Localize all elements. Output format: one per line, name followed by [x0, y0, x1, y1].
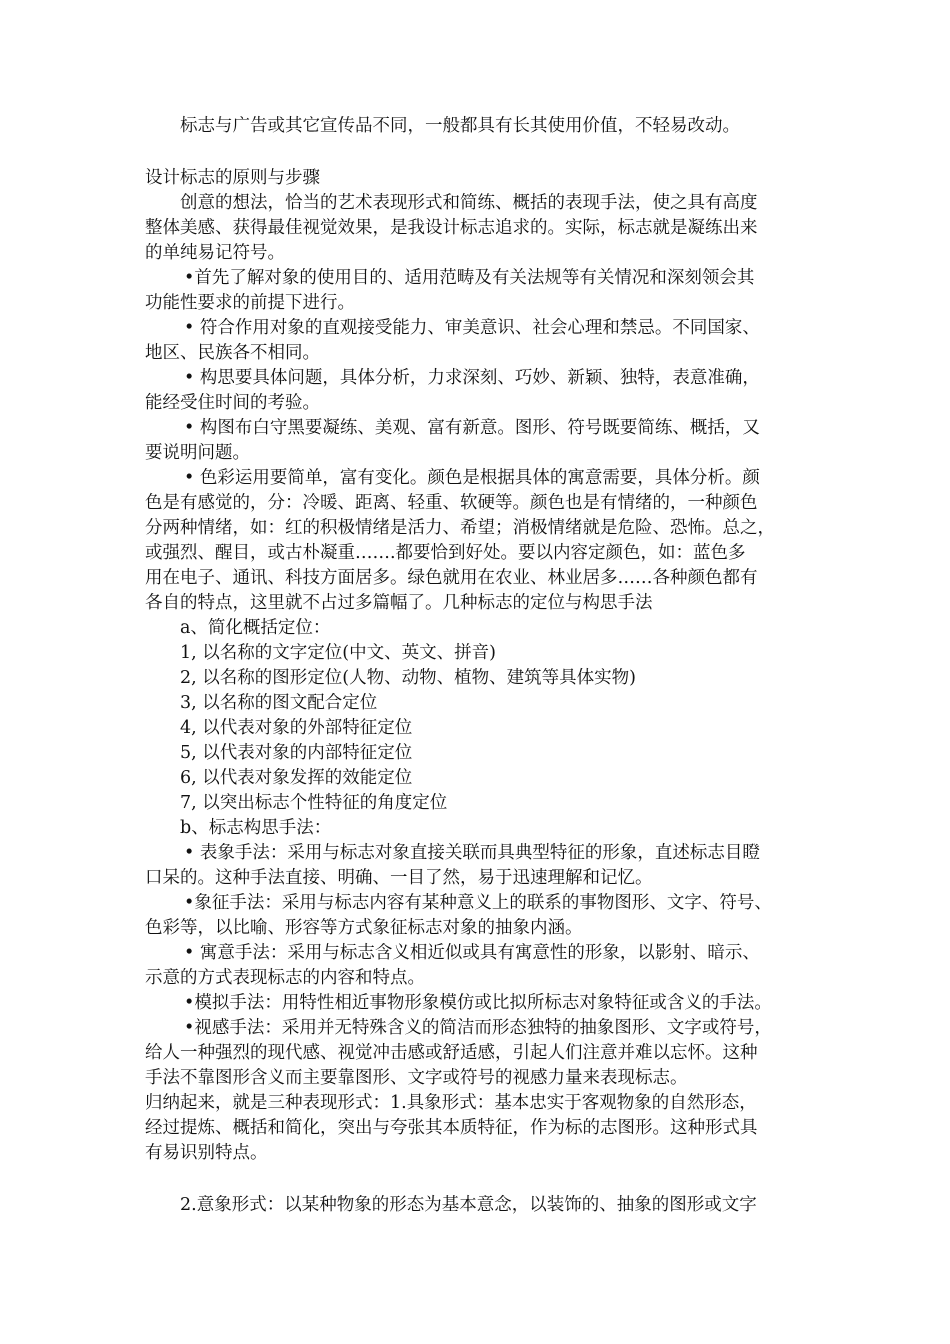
list-item: 1, 以名称的文字定位(中文、英文、拼音): [180, 643, 496, 663]
paragraph-line: 给人一种强烈的现代感、视觉冲击感或舒适感，引起人们注意并难以忘怀。这种: [145, 1043, 758, 1063]
paragraph-line: 地区、民族各不相同。: [145, 343, 320, 363]
bullet-line: • 表象手法：采用与标志对象直接关联而具典型特征的形象，直述标志目瞪: [184, 843, 760, 863]
bullet-line: •模拟手法：用特性相近事物形象模仿或比拟所标志对象特征或含义的手法。: [184, 993, 772, 1013]
list-item: 4, 以代表对象的外部特征定位: [180, 718, 413, 738]
paragraph-line: 创意的想法，恰当的艺术表现形式和简练、概括的表现手法，使之具有高度: [180, 193, 758, 213]
list-item: 5, 以代表对象的内部特征定位: [180, 743, 413, 763]
paragraph-line: 能经受住时间的考验。: [145, 393, 320, 413]
sub-heading: b、标志构思手法：: [180, 818, 332, 838]
bullet-line: • 符合作用对象的直观接受能力、审美意识、社会心理和禁忌。不同国家、: [184, 318, 760, 338]
list-item: 3, 以名称的图文配合定位: [180, 693, 378, 713]
bullet-line: •视感手法：采用并无特殊含义的简洁而形态独特的抽象图形、文字或符号，: [184, 1018, 772, 1038]
paragraph-line: 或强烈、醒目，或古朴凝重…….都要恰到好处。要以内容定颜色，如：蓝色多: [145, 543, 746, 563]
paragraph-line: 分两种情绪，如：红的积极情绪是活力、希望；消极情绪就是危险、恐怖。总之，: [145, 518, 775, 538]
paragraph-line: 标志与广告或其它宣传品不同，一般都具有长其使用价值，不轻易改动。: [180, 116, 740, 136]
bullet-line: •象征手法：采用与标志内容有某种意义上的联系的事物图形、文字、符号、: [184, 893, 772, 913]
paragraph-line: 色是有感觉的，分：冷暖、距离、轻重、软硬等。颜色也是有情绪的，一种颜色: [145, 493, 758, 513]
paragraph-line: 有易识别特点。: [145, 1143, 268, 1163]
paragraph-line: 各自的特点，这里就不占过多篇幅了。几种标志的定位与构思手法: [145, 593, 653, 613]
list-item: 2, 以名称的图形定位(人物、动物、植物、建筑等具体实物): [180, 668, 636, 688]
list-item: 7, 以突出标志个性特征的角度定位: [180, 793, 448, 813]
paragraph-line: 归纳起来，就是三种表现形式：1.具象形式：基本忠实于客观物象的自然形态，: [145, 1093, 757, 1113]
bullet-line: • 构思要具体问题，具体分析，力求深刻、巧妙、新颖、独特，表意准确，: [184, 368, 760, 388]
paragraph-line: 用在电子、通讯、科技方面居多。绿色就用在农业、林业居多……各种颜色都有: [145, 568, 758, 588]
paragraph-line: 示意的方式表现标志的内容和特点。: [145, 968, 425, 988]
bullet-line: • 构图布白守黑要凝练、美观、富有新意。图形、符号既要简练、概括，又: [184, 418, 760, 438]
sub-heading: a、简化概括定位：: [180, 618, 331, 638]
paragraph-line: 手法不靠图形含义而主要靠图形、文字或符号的视感力量来表现标志。: [145, 1068, 688, 1088]
bullet-line: • 色彩运用要简单，富有变化。颜色是根据具体的寓意需要，具体分析。颜: [184, 468, 760, 488]
bullet-line: •首先了解对象的使用目的、适用范畴及有关法规等有关情况和深刻领会其: [184, 268, 755, 288]
list-item: 6, 以代表对象发挥的效能定位: [180, 768, 413, 788]
paragraph-line: 色彩等，以比喻、形容等方式象征标志对象的抽象内涵。: [145, 918, 583, 938]
paragraph-line: 口呆的。这种手法直接、明确、一目了然，易于迅速理解和记忆。: [145, 868, 653, 888]
paragraph-line: 2.意象形式：以某种物象的形态为基本意念，以装饰的、抽象的图形或文字: [180, 1195, 757, 1215]
bullet-line: • 寓意手法：采用与标志含义相近似或具有寓意性的形象，以影射、暗示、: [184, 943, 760, 963]
paragraph-line: 功能性要求的前提下进行。: [145, 293, 355, 313]
paragraph-line: 要说明问题。: [145, 443, 250, 463]
paragraph-line: 的单纯易记符号。: [145, 243, 285, 263]
paragraph-line: 经过提炼、概括和简化，突出与夸张其本质特征，作为标的志图形。这种形式具: [145, 1118, 758, 1138]
paragraph-line: 整体美感、获得最佳视觉效果，是我设计标志追求的。实际，标志就是凝练出来: [145, 218, 758, 238]
section-heading: 设计标志的原则与步骤: [145, 168, 320, 188]
